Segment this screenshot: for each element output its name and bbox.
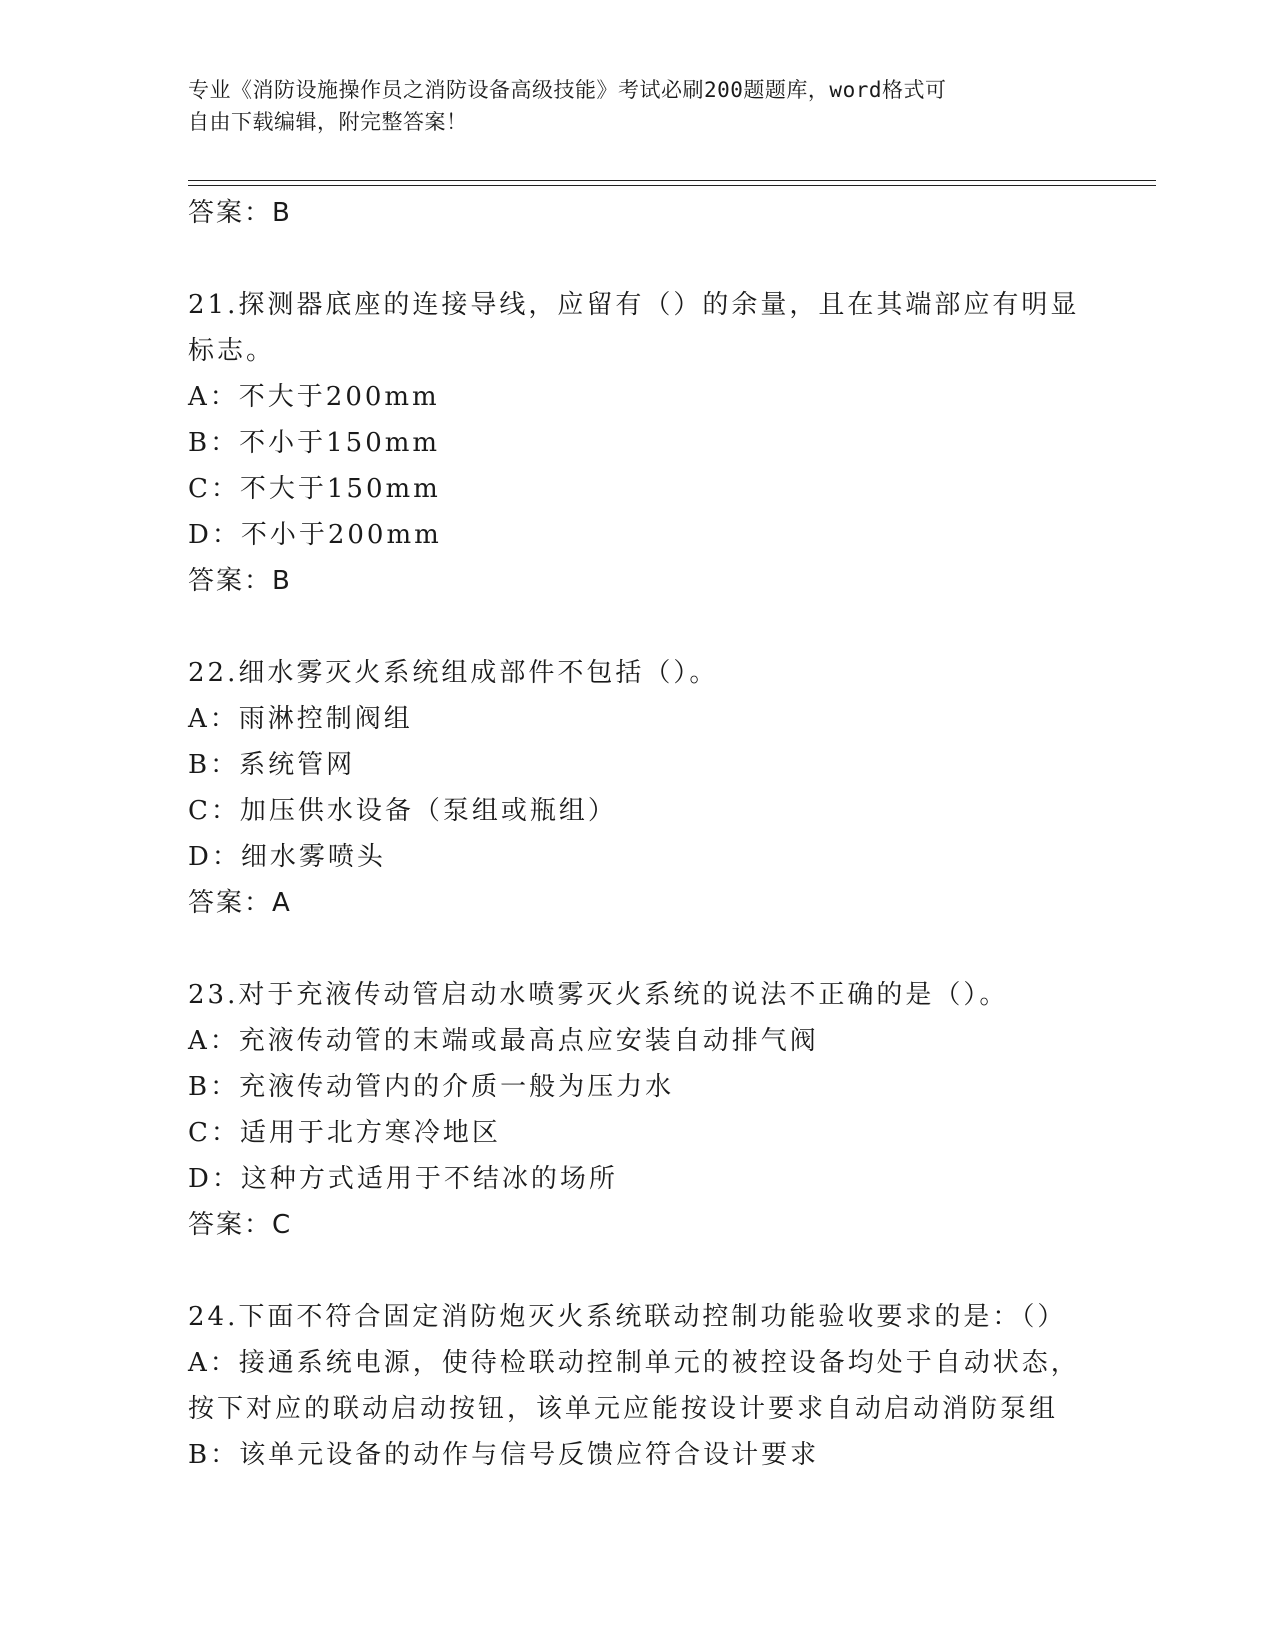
page-header [188,74,1088,138]
spacer [188,926,1156,972]
spacer [188,1248,1156,1294]
option-b: B：该单元设备的动作与信号反馈应符合设计要求 [188,1440,820,1470]
question-stem: 23.对于充液传动管启动水喷雾灭火系统的说法不正确的是（）。 [188,980,1009,1010]
option-a: A：雨淋控制阀组 [188,704,413,734]
question-stem: 24.下面不符合固定消防炮灭火系统联动控制功能验收要求的是：（） [188,1302,1067,1332]
question-list [188,190,1156,1478]
option-a-continued: 按下对应的联动启动按钮，该单元应能按设计要求自动启动消防泵组 [188,1394,1059,1424]
question-22 [188,650,1156,926]
answer: 答案：A [188,888,292,918]
header-line-2: 自由下载编辑，附完整答案！ [188,110,468,134]
question-stem: 标志。 [188,336,276,366]
header-divider [188,180,1156,186]
spacer [188,236,1156,282]
header-line-1: 专业《消防设施操作员之消防设备高级技能》考试必刷200题题库，word格式可 [188,78,947,102]
option-c: C：不大于150mm [188,474,441,504]
option-d: D：不小于200mm [188,520,442,550]
option-a: A：接通系统电源，使待检联动控制单元的被控设备均处于自动状态， [188,1348,1080,1378]
option-d: D：这种方式适用于不结冰的场所 [188,1164,618,1194]
answer: 答案：C [188,1210,293,1240]
option-a: A：不大于200mm [188,382,440,412]
spacer [188,604,1156,650]
question-stem: 22.细水雾灭火系统组成部件不包括（）。 [188,658,719,688]
option-c: C：适用于北方寒冷地区 [188,1118,501,1148]
answer: 答案：B [188,566,292,596]
option-b: B：充液传动管内的介质一般为压力水 [188,1072,675,1102]
question-24 [188,1294,1156,1478]
question-23 [188,972,1156,1248]
option-a: A：充液传动管的末端或最高点应安装自动排气阀 [188,1026,819,1056]
option-d: D：细水雾喷头 [188,842,386,872]
question-21 [188,282,1156,604]
option-b: B：不小于150mm [188,428,441,458]
question-stem: 21.探测器底座的连接导线，应留有（）的余量，且在其端部应有明显 [188,290,1080,320]
option-b: B：系统管网 [188,750,356,780]
previous-answer: 答案：B [188,198,292,228]
option-c: C：加压供水设备（泵组或瓶组） [188,796,617,826]
